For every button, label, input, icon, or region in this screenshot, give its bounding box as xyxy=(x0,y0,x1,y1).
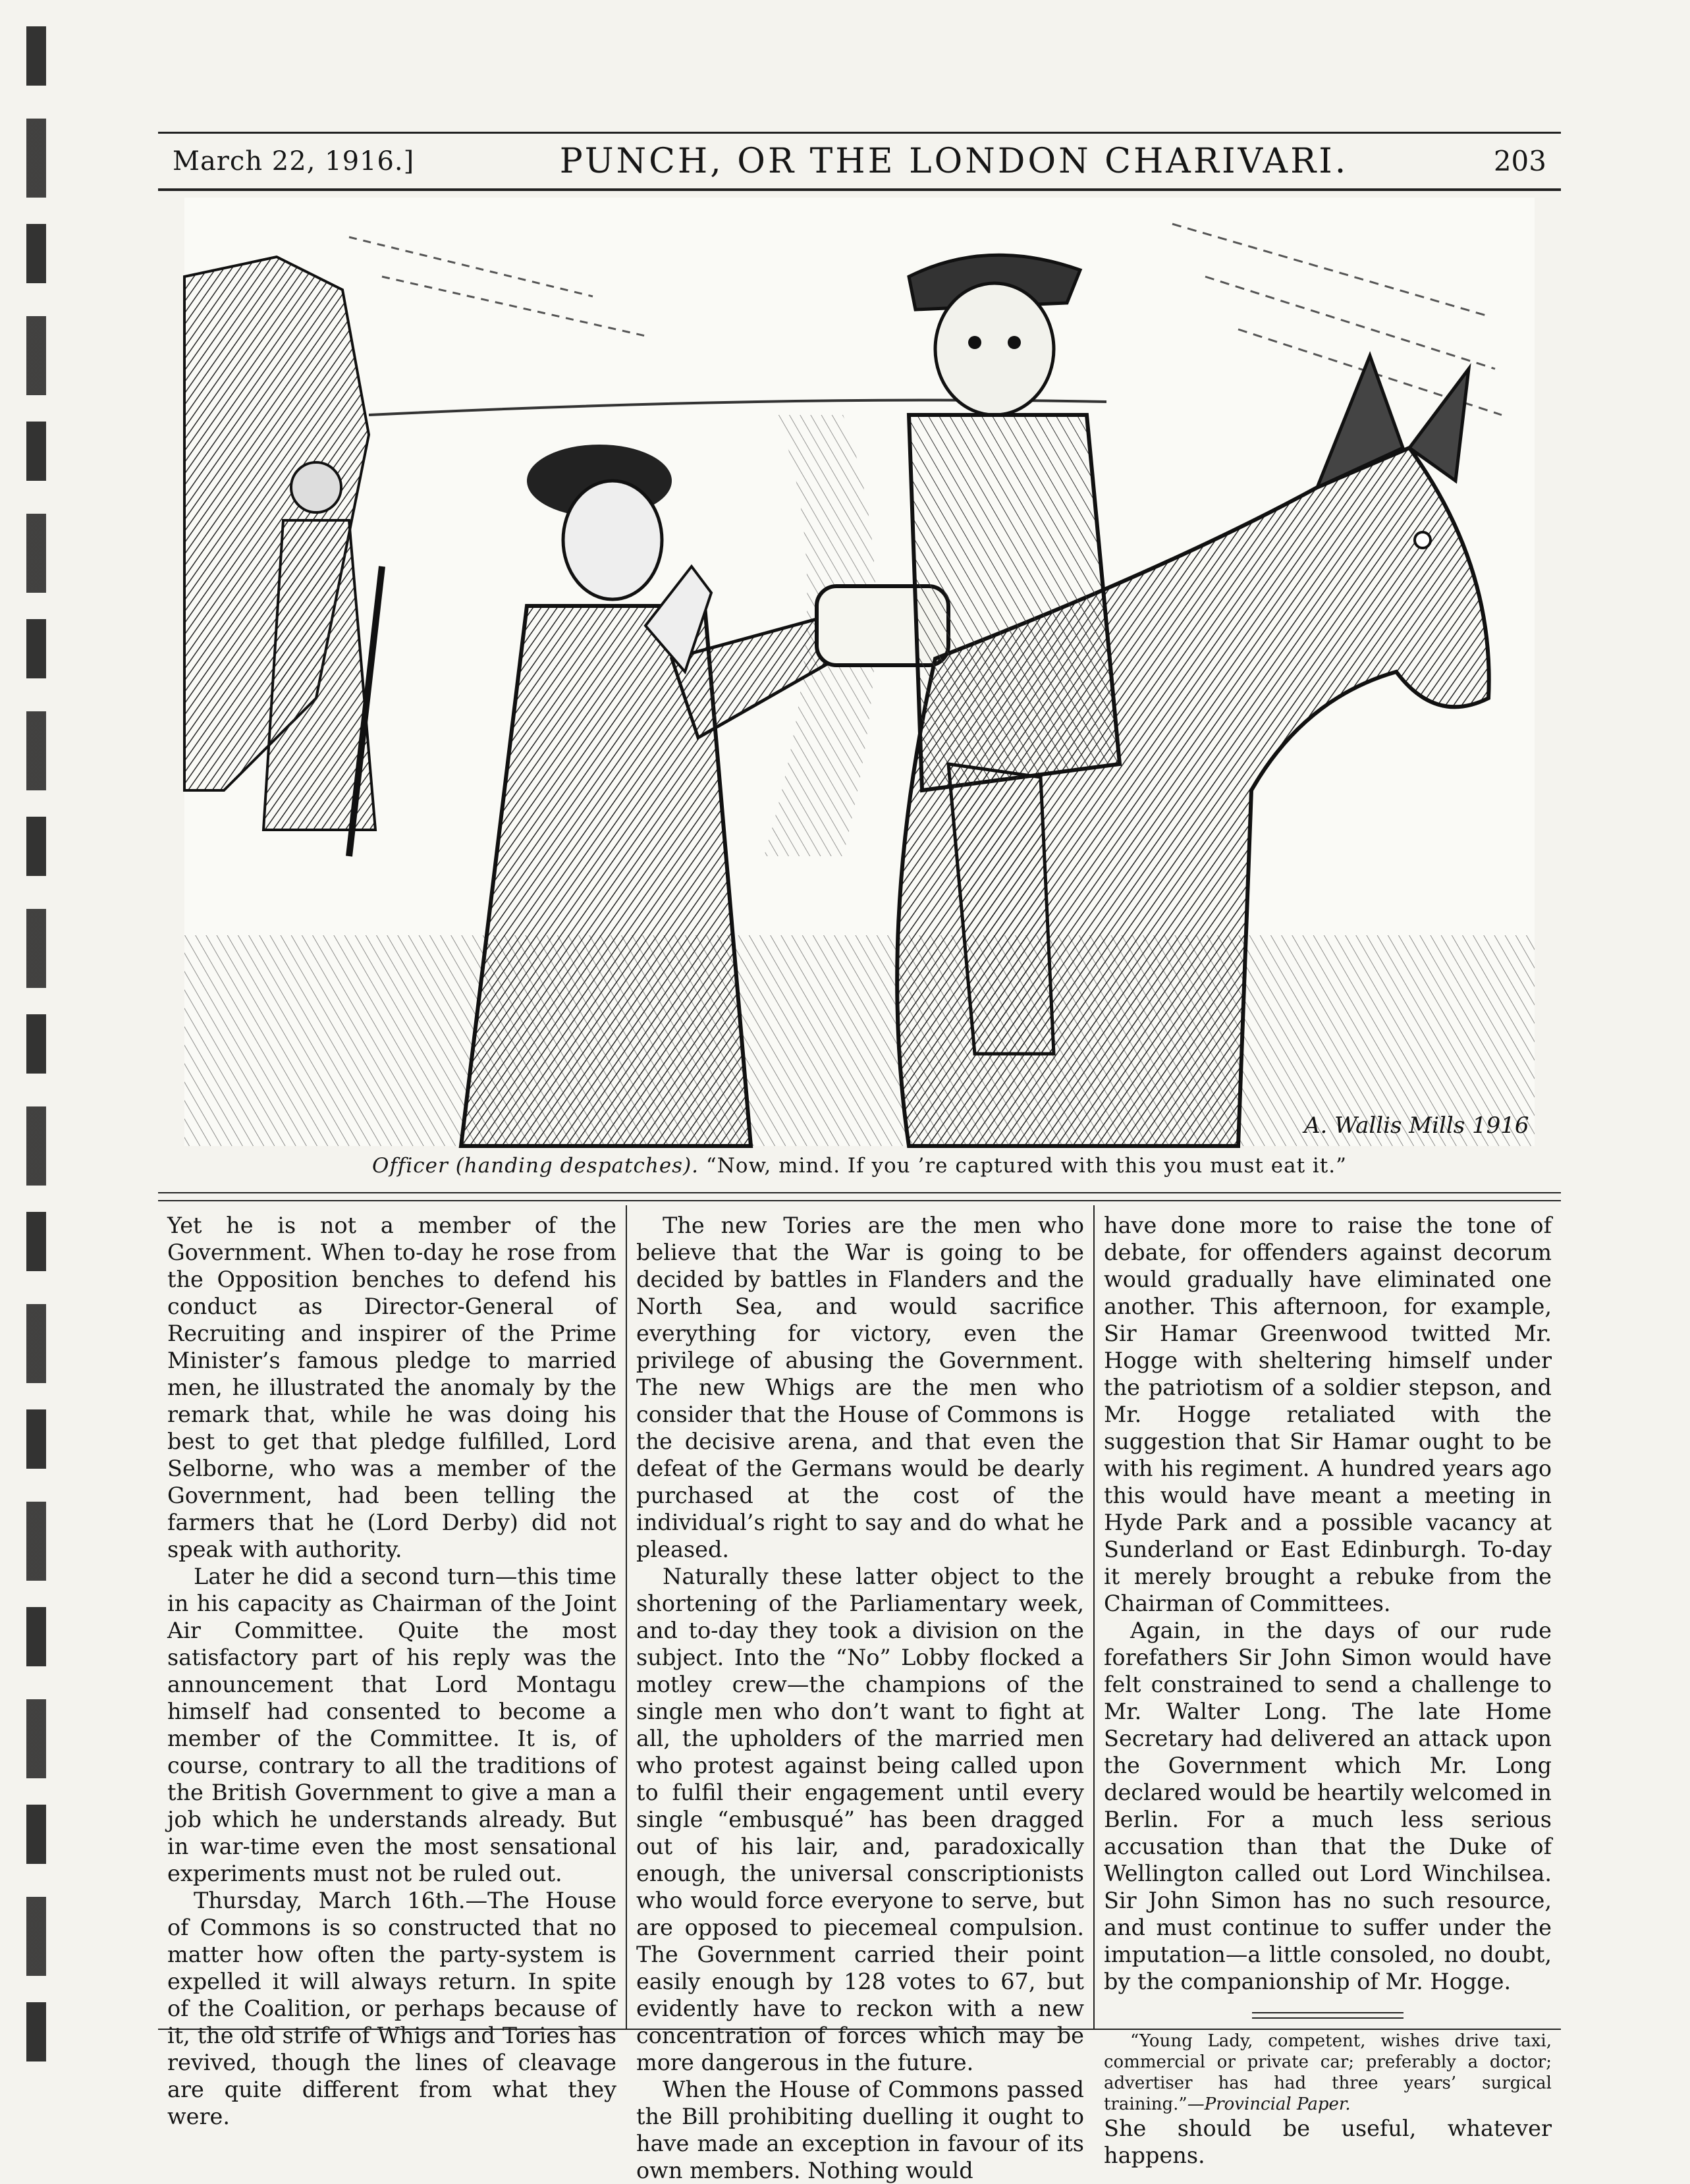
caption-quote: “Now, mind. If you ’re captured with this you must eat it.” xyxy=(705,1154,1347,1178)
article-columns xyxy=(158,1205,1561,2183)
advert-quote-text: “Young Lady, competent, wishes drive taxi, commercial or private car; preferably a doctor; advertiser has had three years’ surgical training.” xyxy=(1104,2031,1552,2114)
masthead-title: PUNCH, OR THE LONDON CHARIVARI. xyxy=(559,141,1349,181)
artist-signature: A. Wallis Mills 1916 xyxy=(1304,1112,1529,1139)
bottom-rule xyxy=(158,2029,1561,2030)
paragraph: Yet he is not a member of the Government. When to-day he rose from the Opposition benches to defend his conduct as Director-General of Recruiting and inspirer of the Prime Minister’s famous pledge to married men, he illustrated the anomaly by the remark that, while he was doing his best to get that pledge fulfilled, Lord Selborne, who was a member of the Government, had been telling the farmers that he (Lord Derby) did not speak with authority. xyxy=(167,1213,616,1562)
binding-edge xyxy=(26,26,46,2075)
paragraph: Naturally these latter object to the shortening of the Parliamentary week, and to-day they took a division on the subject. Into the “No” Lobby flocked a motley crew—the champions of the single men who don’t want to fight at all, the upholders of the married men who protest against being called upon to fulfil their engagement until every single “embusqué” has been dragged out of his lair, and, paradoxically enough, the universal conscriptionists who would force everyone to serve, but are opposed to piecemeal compulsion. The Government carried their point easily enough by 128 votes to 67, but evidently have to reckon with a new concentration of forces which may be more dangerous in the future. xyxy=(636,1564,1084,2075)
paragraph: When the House of Commons passed the Bill prohibiting duelling it ought to have made an exception in favour of its own members. Nothing would xyxy=(636,2077,1084,2183)
paragraph: The new Tories are the men who believe that the War is going to be decided by battles in Flanders and the North Sea, and would sacrifice everything for victory, even the privilege of abusing the Government. The new Whigs are the men who consider that the House of Commons is the decisive arena, and that even the defeat of the Germans would be dearly purchased at the cost of the individual’s right to say and do what he pleased. xyxy=(636,1213,1084,1562)
section-divider xyxy=(1252,2012,1404,2019)
page-number: 203 xyxy=(1493,145,1546,177)
issue-date: March 22, 1916.] xyxy=(173,146,415,177)
paragraph: Again, in the days of our rude forefathers Sir John Simon would have felt constrained to send a challenge to Mr. Walter Long. The late Home Secretary had delivered an attack upon the Government which Mr. Long declared would be heartily welcomed in Berlin. For a much less serious accusation than that the Duke of Wellington called out Lord Winchilsea. Sir John Simon has no such resource, and must continue to suffer under the imputation—a little consoled, no doubt, by the companionship of Mr. Hogge. xyxy=(1104,1618,1552,1994)
running-header xyxy=(158,132,1561,191)
paragraph: have done more to raise the tone of debate, for offenders against decorum would gradually have eliminated one another. This afternoon, for example, Sir Hamar Greenwood twitted Mr. Hogge with sheltering himself under the patriotism of a soldier stepson, and Mr. Hogge retaliated with the suggestion that Sir Hamar ought to be with his regiment. A hundred years ago this would have meant a meeting in Hyde Park and a possible vacancy at Sunderland or East Edinburgh. To-day it merely brought a rebuke from the Chairman of Committees. xyxy=(1104,1213,1552,1616)
cartoon-drawing xyxy=(184,198,1535,1146)
caption-speaker: Officer (handing despatches). xyxy=(372,1154,699,1178)
advert-quote xyxy=(1104,2031,1552,2115)
paragraph: Later he did a second turn—this time in his capacity as Chairman of the Joint Air Committee. Quite the most satisfactory part of his reply was the announcement that Lord Montagu himself had consented to become a member of the Committee. It is, of course, contrary to all the traditions of the British Government to give a man a job which he understands already. But in war-time even the most sensational experiments must not be ruled out. xyxy=(167,1564,616,1886)
paragraph: Thursday, March 16th.—The House of Commons is so constructed that no matter how often the party-system is expelled it will always return. In spite of the Coalition, or perhaps because of it, the old strife of Whigs and Tories has revived, though the lines of cleavage are quite different from what they were. xyxy=(167,1888,616,2129)
sky-streaks xyxy=(349,224,1502,415)
caption-rule xyxy=(158,1192,1561,1201)
column-3 xyxy=(1093,1205,1561,2168)
cartoon-caption xyxy=(158,1154,1561,1178)
column-2 xyxy=(626,1205,1093,2183)
column-1 xyxy=(158,1205,626,2129)
advert-source: —Provincial Paper. xyxy=(1187,2094,1351,2114)
magazine-page xyxy=(158,132,1561,2183)
punchline: She should be useful, whatever happens. xyxy=(1104,2116,1552,2168)
cartoon-illustration xyxy=(184,198,1535,1146)
